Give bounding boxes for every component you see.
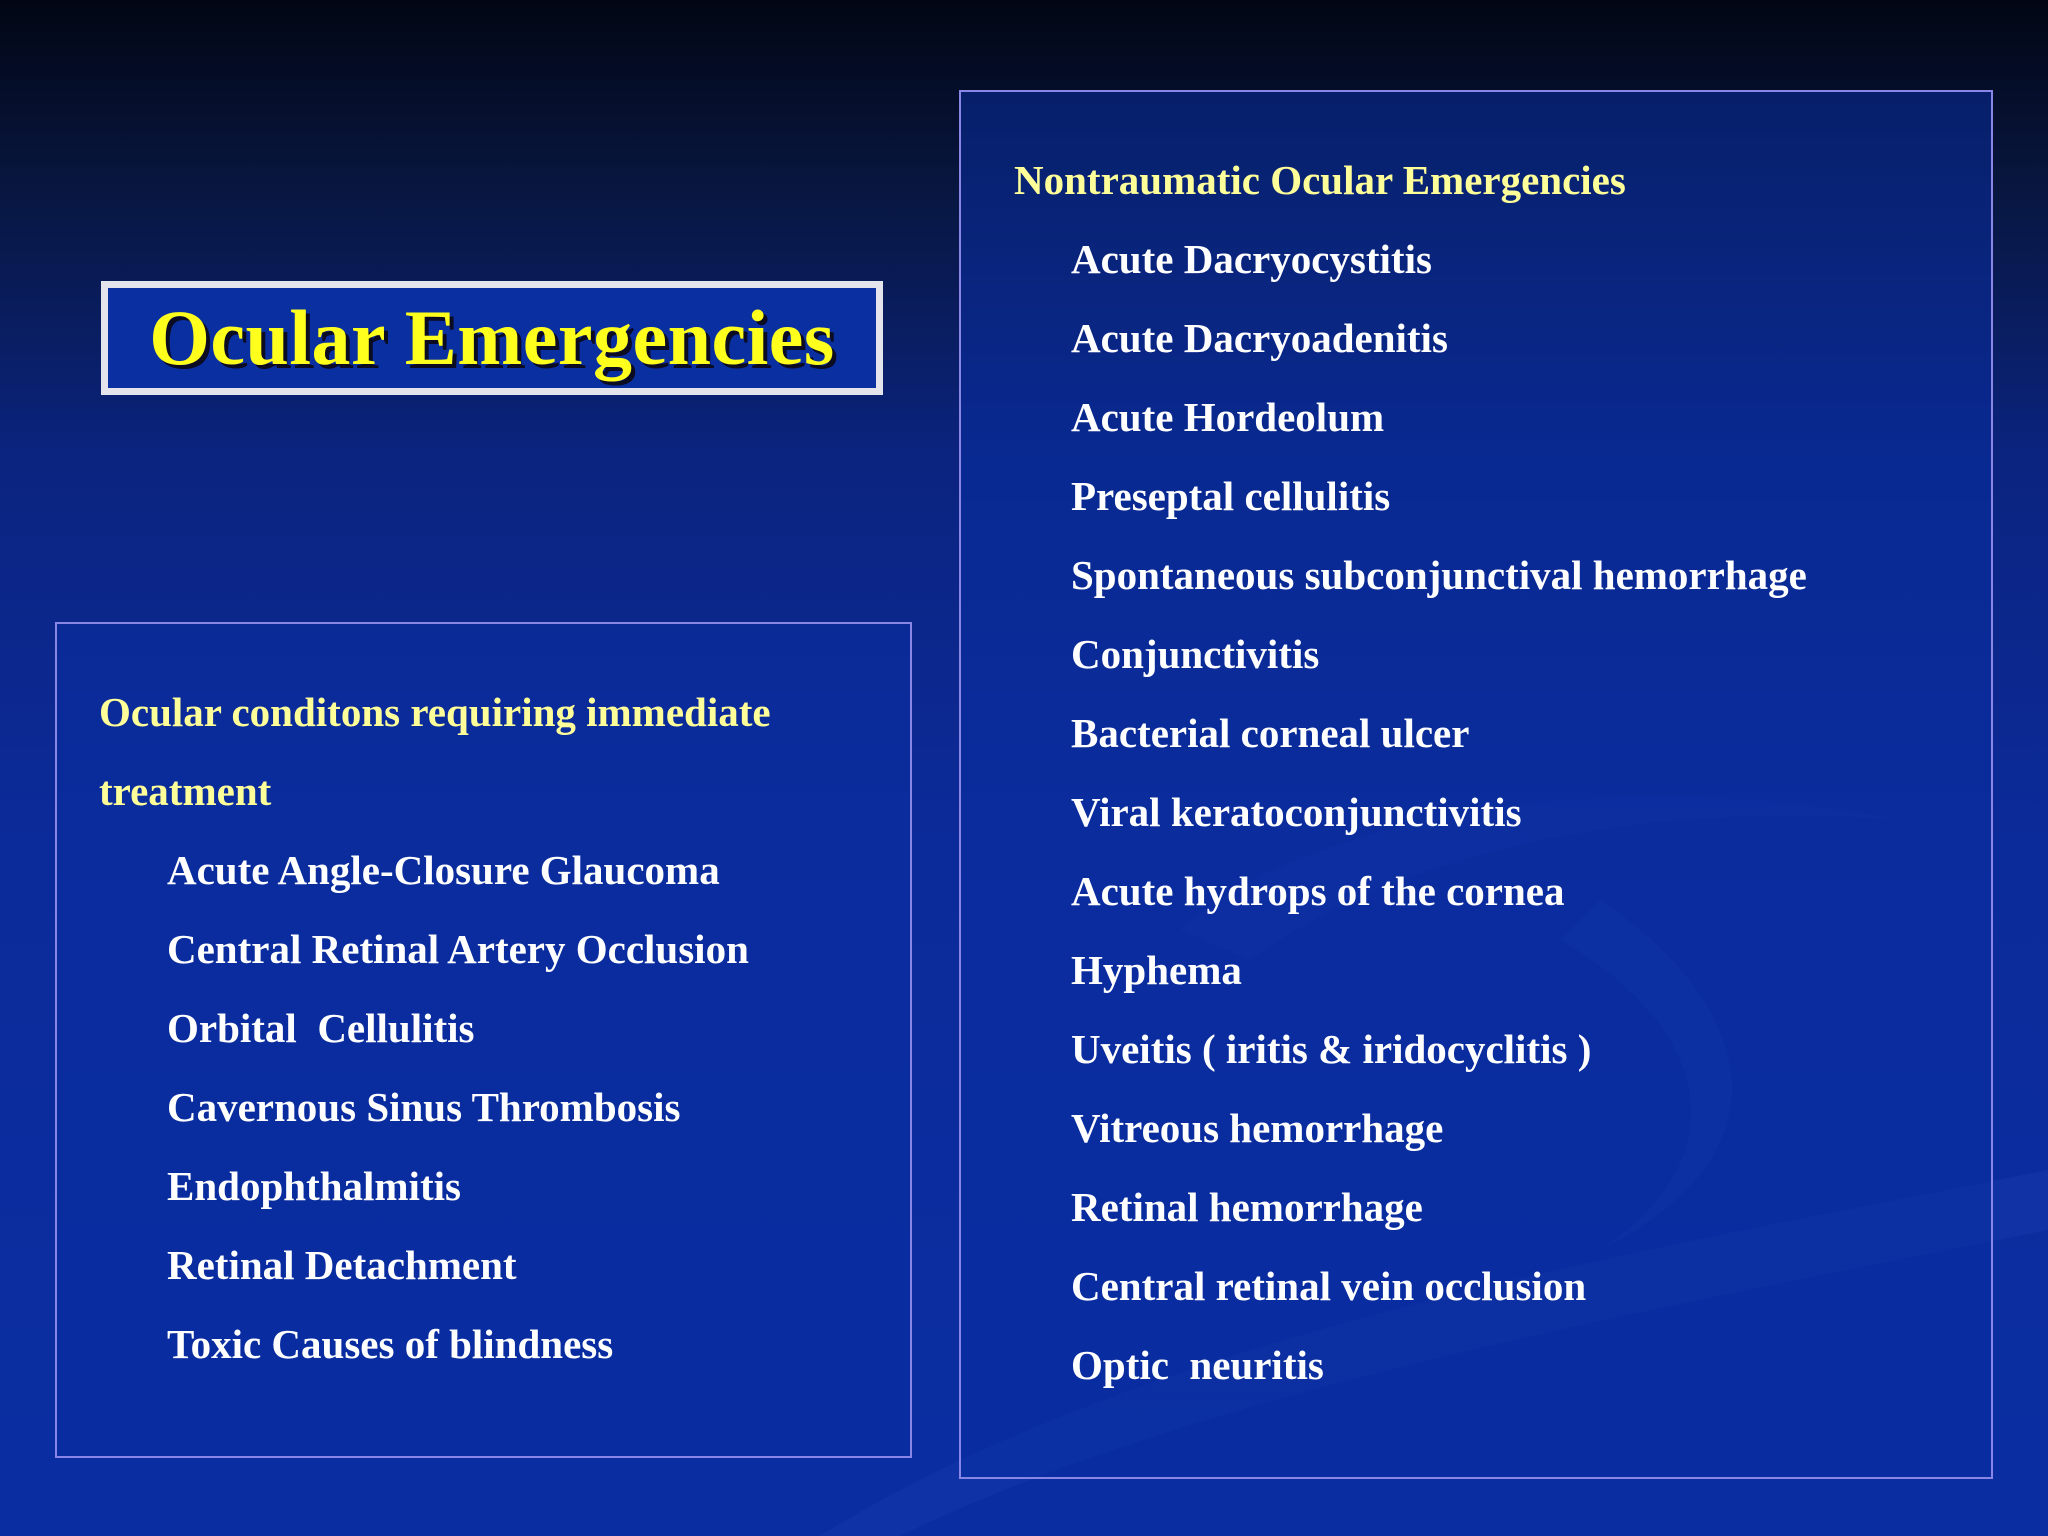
left-list-item: Cavernous Sinus Thrombosis [167, 1084, 681, 1130]
left-panel-heading-line2: treatment [99, 768, 272, 814]
right-list-item: Retinal hemorrhage [1071, 1184, 1423, 1230]
left-list-item: Acute Angle-Closure Glaucoma [167, 847, 720, 893]
left-list-item: Endophthalmitis [167, 1163, 461, 1209]
left-panel-heading-line1: Ocular conditons requiring immediate [99, 689, 771, 735]
right-list-item: Preseptal cellulitis [1071, 473, 1391, 519]
right-list-item: Acute Dacryoadenitis [1071, 315, 1448, 361]
right-panel-heading: Nontraumatic Ocular Emergencies [1014, 157, 1626, 203]
right-list-item: Bacterial corneal ulcer [1071, 710, 1470, 756]
right-list-item: Acute hydrops of the cornea [1071, 868, 1565, 914]
right-list-item: Uveitis ( iritis & iridocyclitis ) [1071, 1026, 1592, 1072]
left-list-item: Retinal Detachment [167, 1242, 517, 1288]
slide-title: Ocular Emergencies [149, 294, 835, 381]
left-list-item: Toxic Causes of blindness [167, 1321, 614, 1367]
left-list-item: Central Retinal Artery Occlusion [167, 926, 749, 972]
right-list-item: Acute Dacryocystitis [1071, 236, 1432, 282]
right-list-item: Optic neuritis [1071, 1342, 1324, 1388]
right-list-item: Conjunctivitis [1071, 631, 1320, 677]
right-list-item: Spontaneous subconjunctival hemorrhage [1071, 552, 1807, 598]
right-list-item: Central retinal vein occlusion [1071, 1263, 1587, 1309]
right-list-item: Hyphema [1071, 947, 1242, 993]
right-list-item: Vitreous hemorrhage [1071, 1105, 1444, 1151]
title-box [101, 281, 883, 395]
right-list-item: Acute Hordeolum [1071, 394, 1385, 440]
right-list-item: Viral keratoconjunctivitis [1071, 789, 1522, 835]
left-list-item: Orbital Cellulitis [167, 1005, 475, 1051]
